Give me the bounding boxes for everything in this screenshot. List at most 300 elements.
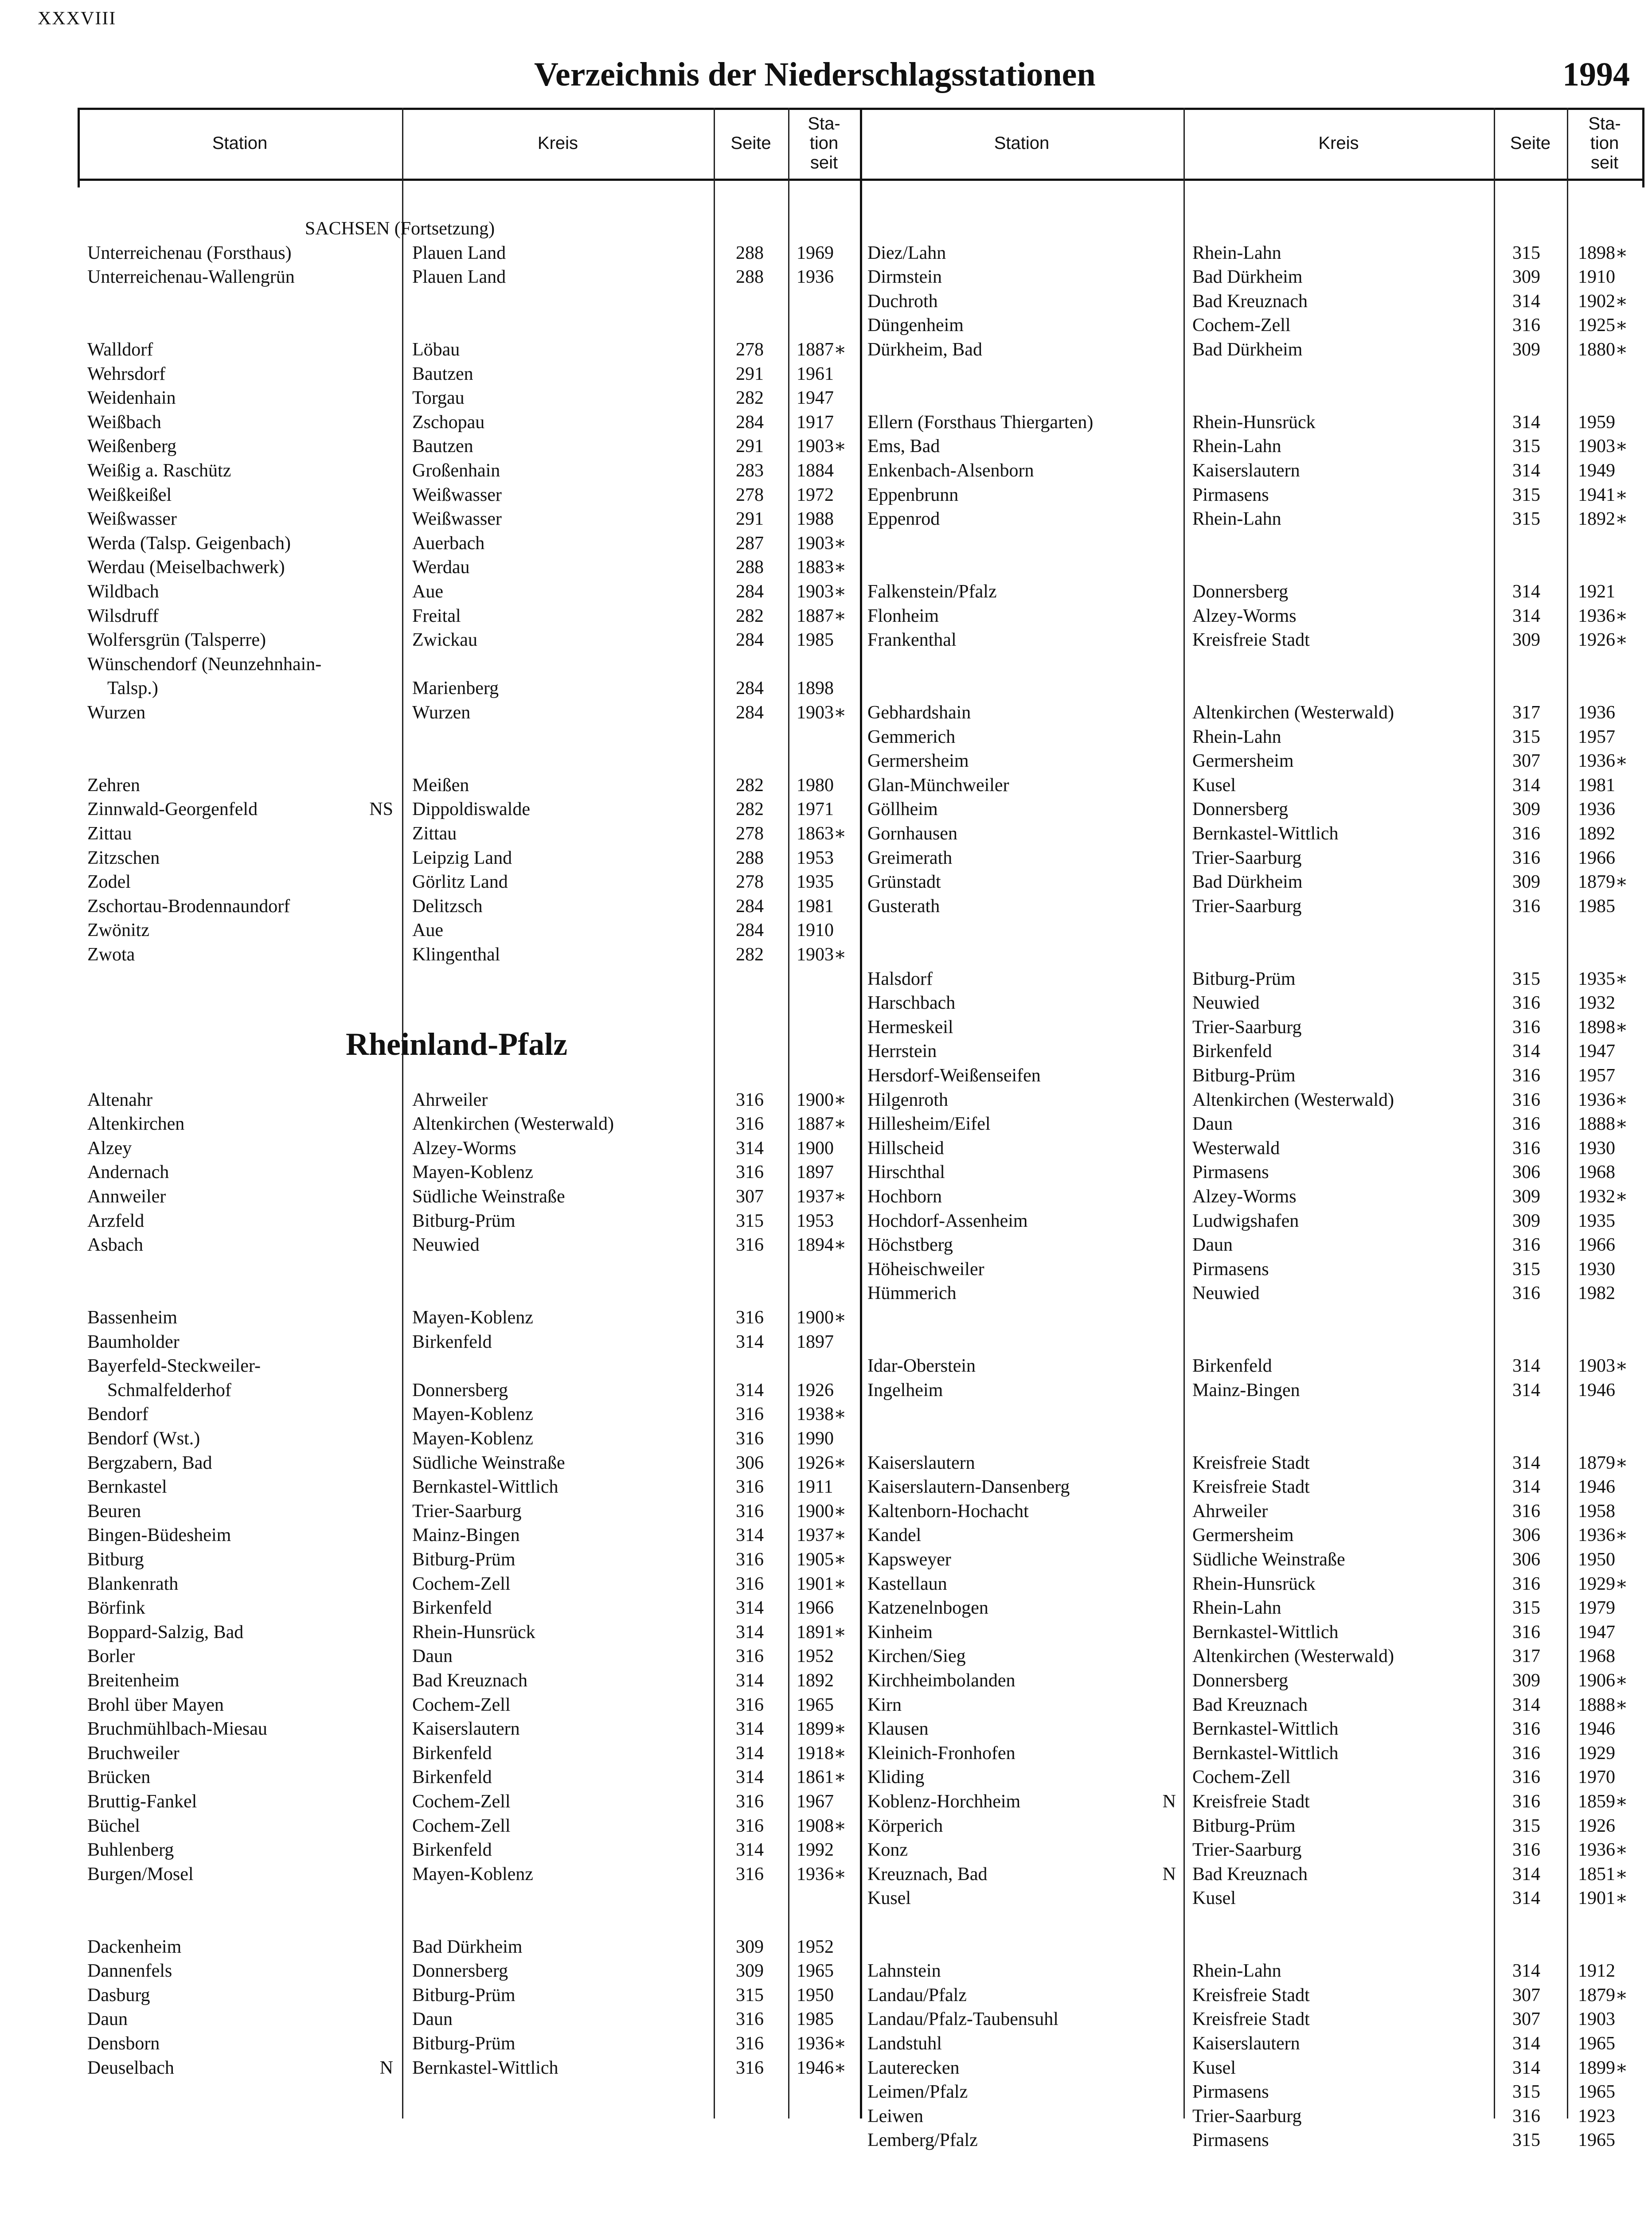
kreis-name: Zschopau [412,412,485,433]
station-name: Hilgenroth [867,1089,948,1110]
station-since: 1990 [797,1428,834,1449]
station-since: 1879∗ [1578,1985,1628,2005]
station-name: Kirchen/Sieg [867,1646,966,1667]
station-since: 1926∗ [1578,630,1628,651]
station-name: Gebhardshain [867,702,971,723]
station-since: 1910 [1578,267,1615,288]
station-since: 1900∗ [797,1501,847,1522]
seite-value: 288 [736,242,764,263]
kreis-name: Kaiserslautern [1192,460,1300,481]
station-name: Beuren [87,1501,141,1522]
seite-value: 315 [1512,436,1540,457]
station-since: 1926∗ [797,1452,847,1473]
kreis-name: Bautzen [412,436,473,457]
station-since: 1953 [797,847,834,868]
kreis-name: Werdau [412,557,470,578]
station-since: 1958 [1578,1501,1615,1522]
station-since: 1966 [1578,847,1615,868]
kreis-name: Rhein-Lahn [1192,726,1281,747]
seite-value: 291 [736,436,764,457]
seite-value: 314 [1512,581,1540,602]
station-name: Germersheim [867,751,969,772]
kreis-name: Daun [1192,1235,1233,1256]
seite-value: 316 [1512,1089,1540,1110]
station-since: 1967 [797,1791,834,1812]
kreis-name: Zittau [412,823,457,844]
kreis-name: Kreisfreie Stadt [1192,1985,1310,2005]
seite-value: 314 [1512,775,1540,796]
station-name: Klausen [867,1719,929,1740]
station-name: Alzey [87,1138,132,1159]
kreis-name: Ahrweiler [1192,1501,1268,1522]
kreis-name: Alzey-Worms [1192,1186,1297,1207]
station-since: 1898∗ [1578,242,1628,263]
seite-value: 316 [1512,315,1540,336]
kreis-name: Rhein-Lahn [1192,509,1281,530]
kreis-name: Bad Kreuznach [1192,291,1308,312]
station-name: Wehrsdorf [87,363,166,384]
kreis-name: Bad Dürkheim [1192,339,1303,360]
station-name: Weißenberg [87,436,177,457]
station-since: 1965 [1578,2130,1615,2151]
station-name: Koblenz-Horchheim [867,1791,1021,1812]
station-since: 1900 [797,1138,834,1159]
kreis-name: Altenkirchen (Westerwald) [1192,1646,1394,1667]
station-name: Grünstadt [867,872,941,893]
station-name: Hillscheid [867,1138,944,1159]
station-since: 1935 [1578,1210,1615,1231]
station-since: 1921 [1578,581,1615,602]
kreis-name: Bad Dürkheim [1192,267,1303,288]
station-since: 1880∗ [1578,339,1628,360]
seite-value: 309 [1512,1186,1540,1207]
kreis-name: Bernkastel-Wittlich [412,2057,558,2078]
kreis-name: Donnersberg [1192,1670,1289,1691]
kreis-name: Alzey-Worms [412,1138,516,1159]
station-name: Brohl über Mayen [87,1694,224,1715]
kreis-name: Bitburg-Prüm [1192,1815,1296,1836]
seite-value: 284 [736,581,764,602]
seite-value: 314 [1512,1452,1540,1473]
kreis-name: Cochem-Zell [412,1573,511,1594]
seite-value: 316 [736,1307,764,1328]
kreis-name: Bernkastel-Wittlich [412,1477,558,1498]
station-name: Weidenhain [87,388,176,409]
seite-value: 278 [736,823,764,844]
kreis-name: Torgau [412,388,465,409]
station-since: 1946∗ [797,2057,847,2078]
seite-value: 316 [1512,1791,1540,1812]
seite-value: 314 [1512,2057,1540,2078]
station-name: Gusterath [867,896,940,917]
station-since: 1903∗ [797,533,847,554]
station-since: 1901∗ [1578,1888,1628,1909]
seite-value: 284 [736,920,764,941]
station-since: 1957 [1578,1065,1615,1086]
station-name: Buhlenberg [87,1840,174,1861]
station-since: 1985 [797,630,834,651]
kreis-name: Ahrweiler [412,1089,488,1110]
kreis-name: Delitzsch [412,896,483,917]
station-since: 1887∗ [797,605,847,626]
kreis-name: Mainz-Bingen [1192,1380,1300,1401]
station-since: 1887∗ [797,1114,847,1135]
kreis-name: Marienberg [412,678,499,699]
kreis-name: Trier-Saarburg [1192,896,1302,917]
header-station: Station [212,133,268,153]
station-since: 1980 [797,775,834,796]
kreis-name: Plauen Land [412,267,506,288]
station-since: 1898∗ [1578,1017,1628,1038]
seite-value: 316 [1512,2106,1540,2126]
seite-value: 309 [1512,799,1540,820]
seite-value: 315 [1512,484,1540,505]
kreis-name: Kusel [1192,1888,1236,1909]
station-name: Lauterecken [867,2057,960,2078]
kreis-name: Südliche Weinstraße [1192,1549,1345,1570]
station-name: Weißbach [87,412,161,433]
seite-value: 314 [1512,291,1540,312]
kreis-name: Donnersberg [1192,799,1289,820]
station-since: 1957 [1578,726,1615,747]
station-name: Eppenrod [867,509,940,530]
station-name: Zehren [87,775,140,796]
seite-value: 316 [736,1235,764,1256]
station-name: Dürkheim, Bad [867,339,982,360]
station-name: Kaltenborn-Hochacht [867,1501,1029,1522]
station-since: 1898 [797,678,834,699]
seite-value: 282 [736,388,764,409]
station-since: 1903∗ [797,581,847,602]
station-name: Idar-Oberstein [867,1356,976,1377]
seite-value: 316 [736,1162,764,1183]
station-since: 1952 [797,1646,834,1667]
station-marker: N [1162,1864,1176,1884]
kreis-name: Trier-Saarburg [412,1501,522,1522]
seite-value: 309 [736,1961,764,1982]
station-name: Blankenrath [87,1573,179,1594]
kreis-name: Kusel [1192,775,1236,796]
seite-value: 315 [1512,968,1540,989]
seite-value: 278 [736,484,764,505]
seite-value: 316 [1512,823,1540,844]
station-since: 1947 [797,388,834,409]
station-since: 1961 [797,363,834,384]
station-name: Dannenfels [87,1961,172,1982]
kreis-name: Daun [412,1646,453,1667]
station-name: Ems, Bad [867,436,940,457]
station-name: Talsp.) [107,678,158,699]
kreis-name: Kusel [1192,2057,1236,2078]
kreis-name: Alzey-Worms [1192,605,1297,626]
kreis-name: Südliche Weinstraße [412,1452,565,1473]
seite-value: 314 [1512,460,1540,481]
kreis-name: Cochem-Zell [412,1815,511,1836]
station-name: Bassenheim [87,1307,177,1328]
station-since: 1903∗ [797,702,847,723]
station-name: Bruttig-Fankel [87,1791,197,1812]
station-since: 1985 [797,2009,834,2030]
station-since: 1929∗ [1578,1573,1628,1594]
station-name: Arzfeld [87,1210,145,1231]
seite-value: 315 [1512,2130,1540,2151]
station-name: Greimerath [867,847,953,868]
station-since: 1966 [1578,1235,1615,1256]
station-since: 1981 [797,896,834,917]
state-heading: Rheinland-Pfalz [346,1026,568,1062]
kreis-name: Weißwasser [412,509,502,530]
kreis-name: Neuwied [1192,993,1260,1014]
seite-value: 306 [1512,1549,1540,1570]
page-title: Verzeichnis der Niederschlagsstationen [534,56,1096,93]
seite-value: 316 [736,1791,764,1812]
station-name: Wilsdruff [87,605,159,626]
kreis-name: Wurzen [412,702,471,723]
station-since: 1899∗ [1578,2057,1628,2078]
kreis-name: Pirmasens [1192,1162,1269,1183]
station-since: 1936∗ [797,2033,847,2054]
station-since: 1950 [797,1985,834,2005]
header-station: Station [994,133,1050,153]
station-name: Leimen/Pfalz [867,2082,968,2103]
station-since: 1970 [1578,1767,1615,1788]
station-name: Landau/Pfalz-Taubensuhl [867,2009,1058,2030]
kreis-name: Mayen-Koblenz [412,1428,533,1449]
station-name: Duchroth [867,291,938,312]
seite-value: 291 [736,363,764,384]
kreis-name: Trier-Saarburg [1192,1840,1302,1861]
station-since: 1936 [1578,799,1615,820]
station-name: Bitburg [87,1549,144,1570]
station-name: Hillesheim/Eifel [867,1114,991,1135]
seite-value: 288 [736,267,764,288]
seite-value: 314 [1512,1356,1540,1377]
kreis-name: Bad Kreuznach [412,1670,528,1691]
station-name: Diez/Lahn [867,242,946,263]
station-since: 1936∗ [1578,1840,1628,1861]
station-since: 1937∗ [797,1525,847,1546]
station-name: Gornhausen [867,823,957,844]
station-since: 1968 [1578,1646,1615,1667]
kreis-name: Kaiserslautern [412,1719,520,1740]
seite-value: 314 [1512,1961,1540,1982]
kreis-name: Germersheim [1192,751,1294,772]
kreis-name: Bitburg-Prüm [412,1549,516,1570]
station-name: Bendorf (Wst.) [87,1428,200,1449]
column-divider [788,108,789,2118]
kreis-name: Mayen-Koblenz [412,1307,533,1328]
station-name: Kreuznach, Bad [867,1864,988,1884]
kreis-name: Löbau [412,339,460,360]
column-divider [1567,108,1568,2118]
station-name: Kusel [867,1888,911,1909]
kreis-name: Rhein-Lahn [1192,1598,1281,1619]
seite-value: 284 [736,702,764,723]
seite-value: 282 [736,605,764,626]
station-name: Kaiserslautern-Dansenberg [867,1477,1070,1498]
station-since: 1930 [1578,1259,1615,1280]
seite-value: 316 [1512,847,1540,868]
kreis-name: Mainz-Bingen [412,1525,520,1546]
seite-value: 316 [736,1815,764,1836]
station-since: 1894∗ [797,1235,847,1256]
seite-value: 316 [1512,1743,1540,1763]
station-since: 1949 [1578,460,1615,481]
kreis-name: Cochem-Zell [412,1791,511,1812]
kreis-name: Bernkastel-Wittlich [1192,823,1339,844]
station-since: 1892 [797,1670,834,1691]
station-since: 1926 [1578,1815,1615,1836]
kreis-name: Mayen-Koblenz [412,1162,533,1183]
station-since: 1902∗ [1578,291,1628,312]
seite-value: 314 [1512,1864,1540,1884]
kreis-name: Pirmasens [1192,484,1269,505]
station-name: Bayerfeld-Steckweiler- [87,1356,261,1377]
station-name: Höheischweiler [867,1259,984,1280]
station-since: 1897 [797,1331,834,1352]
kreis-name: Birkenfeld [412,1743,492,1763]
seite-value: 284 [736,896,764,917]
kreis-name: Rhein-Lahn [1192,242,1281,263]
kreis-name: Germersheim [1192,1525,1294,1546]
seite-value: 316 [736,1694,764,1715]
station-since: 1903∗ [1578,436,1628,457]
station-name: Börfink [87,1598,145,1619]
station-since: 1952 [797,1936,834,1957]
station-since: 1930 [1578,1138,1615,1159]
kreis-name: Daun [1192,1114,1233,1135]
seite-value: 307 [736,1186,764,1207]
column-divider [402,108,403,2118]
seite-value: 314 [736,1840,764,1861]
kreis-name: Trier-Saarburg [1192,1017,1302,1038]
kreis-name: Aue [412,581,443,602]
seite-value: 309 [736,1936,764,1957]
seite-value: 316 [1512,1840,1540,1861]
seite-value: 316 [736,1428,764,1449]
station-since: 1982 [1578,1283,1615,1304]
station-name: Altenkirchen [87,1114,185,1135]
station-name: Harschbach [867,993,956,1014]
station-name: Leiwen [867,2106,923,2126]
station-since: 1879∗ [1578,1452,1628,1473]
station-name: Hermeskeil [867,1017,953,1038]
kreis-name: Kreisfreie Stadt [1192,2009,1310,2030]
seite-value: 315 [1512,1815,1540,1836]
kreis-name: Bernkastel-Wittlich [1192,1719,1339,1740]
seite-value: 314 [736,1525,764,1546]
kreis-name: Kaiserslautern [1192,2033,1300,2054]
station-since: 1910 [797,920,834,941]
kreis-name: Dippoldiswalde [412,799,530,820]
seite-value: 316 [736,1501,764,1522]
station-name: Unterreichenau-Wallengrün [87,267,295,288]
seite-value: 315 [1512,726,1540,747]
seite-value: 315 [1512,509,1540,530]
station-name: Unterreichenau (Forsthaus) [87,242,292,263]
kreis-name: Trier-Saarburg [1192,847,1302,868]
station-since: 1953 [797,1210,834,1231]
seite-value: 316 [1512,1235,1540,1256]
seite-value: 314 [1512,1694,1540,1715]
station-since: 1985 [1578,896,1615,917]
kreis-name: Donnersberg [412,1380,508,1401]
station-name: Landau/Pfalz [867,1985,967,2005]
station-since: 1900∗ [797,1089,847,1110]
station-since: 1947 [1578,1041,1615,1062]
station-name: Schmalfelderhof [107,1380,231,1401]
station-name: Altenahr [87,1089,152,1110]
seite-value: 314 [1512,2033,1540,2054]
seite-value: 314 [1512,1041,1540,1062]
seite-value: 316 [1512,1283,1540,1304]
header-station-seit: Sta- tion seit [808,114,840,172]
seite-value: 317 [1512,702,1540,723]
station-name: Daun [87,2009,128,2030]
seite-value: 316 [1512,1501,1540,1522]
seite-value: 316 [736,1646,764,1667]
kreis-name: Donnersberg [1192,581,1289,602]
seite-value: 316 [1512,1719,1540,1740]
kreis-name: Leipzig Land [412,847,512,868]
station-name: Herrstein [867,1041,937,1062]
seite-value: 309 [1512,1670,1540,1691]
station-name: Boppard-Salzig, Bad [87,1622,244,1642]
station-name: Ingelheim [867,1380,943,1401]
seite-value: 306 [1512,1162,1540,1183]
kreis-name: Cochem-Zell [412,1694,511,1715]
station-since: 1988 [797,509,834,530]
station-name: Kastellaun [867,1573,947,1594]
station-since: 1892 [1578,823,1615,844]
seite-value: 316 [1512,896,1540,917]
station-name: Wünschendorf (Neunzehnhain- [87,654,322,675]
kreis-name: Daun [412,2009,453,2030]
station-name: Dasburg [87,1985,150,2005]
kreis-name: Rhein-Lahn [1192,436,1281,457]
station-name: Hochdorf-Assenheim [867,1210,1028,1231]
seite-value: 284 [736,630,764,651]
kreis-name: Bitburg-Prüm [1192,1065,1296,1086]
station-since: 1971 [797,799,834,820]
station-since: 1965 [1578,2082,1615,2103]
station-since: 1932∗ [1578,1186,1628,1207]
station-name: Werdau (Meiselbachwerk) [87,557,285,578]
kreis-name: Bernkastel-Wittlich [1192,1743,1339,1763]
station-name: Zittau [87,823,132,844]
station-since: 1883∗ [797,557,847,578]
seite-value: 316 [736,1089,764,1110]
kreis-name: Bad Kreuznach [1192,1864,1308,1884]
station-name: Zwota [87,944,135,965]
station-name: Höchstberg [867,1235,953,1256]
seite-value: 314 [736,1622,764,1642]
station-marker: NS [369,799,393,820]
station-name: Kinheim [867,1622,933,1642]
station-since: 1946 [1578,1477,1615,1498]
seite-value: 307 [1512,751,1540,772]
kreis-name: Trier-Saarburg [1192,2106,1302,2126]
seite-value: 314 [1512,1888,1540,1909]
seite-value: 316 [736,1549,764,1570]
station-name: Annweiler [87,1186,166,1207]
kreis-name: Bitburg-Prüm [412,2033,516,2054]
seite-value: 306 [1512,1525,1540,1546]
station-since: 1929 [1578,1743,1615,1763]
station-since: 1903∗ [797,436,847,457]
seite-value: 278 [736,339,764,360]
station-since: 1932 [1578,993,1615,1014]
